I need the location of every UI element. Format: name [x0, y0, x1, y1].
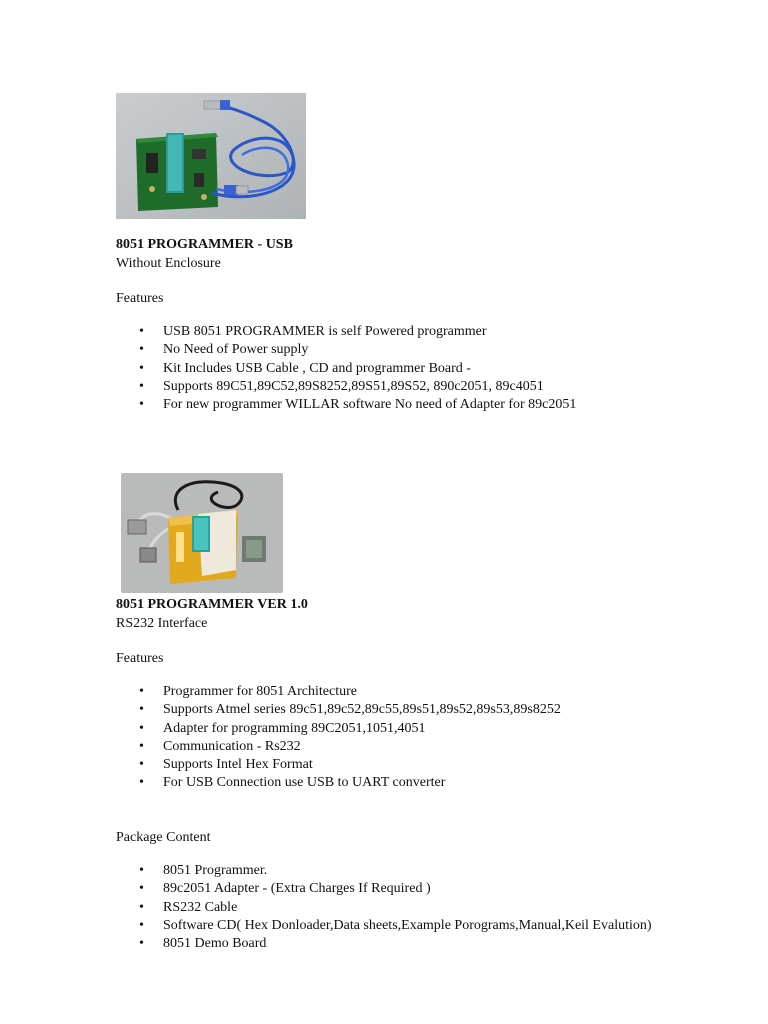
- package-content-list: [116, 862, 656, 953]
- list-item: • Adapter for programming 89C2051,1051,4051: [116, 720, 736, 738]
- list-item: • No Need of Power supply: [116, 341, 736, 359]
- list-item: • For new programmer WILLAR software No need of Adapter for 89c2051: [116, 396, 736, 414]
- list-item: • Programmer for 8051 Architecture: [116, 683, 736, 701]
- list-item: • 8051 Demo Board: [116, 935, 656, 953]
- list-item: • Kit Includes USB Cable , CD and programmer Board -: [116, 360, 736, 378]
- list-item: • Supports Atmel series 89c51,89c52,89c55,89s51,89s52,89s53,89s8252: [116, 701, 736, 719]
- list-item: • 89c2051 Adapter - (Extra Charges If Required ): [116, 880, 656, 898]
- list-item: • For USB Connection use USB to UART converter: [116, 774, 736, 792]
- list-item: • Supports 89C51,89C52,89S8252,89S51,89S52, 890c2051, 89c4051: [116, 378, 736, 396]
- product-1-features-list: [116, 323, 736, 414]
- list-item: • Communication - Rs232: [116, 738, 736, 756]
- product-2-subtitle: RS232 Interface: [116, 616, 208, 631]
- product-2-features-heading: Features: [116, 651, 164, 666]
- rs232-programmer-illustration: [118, 470, 286, 596]
- product-2-title: 8051 PROGRAMMER VER 1.0: [116, 597, 308, 612]
- usb-programmer-photo: [116, 93, 306, 219]
- package-content-heading: Package Content: [116, 830, 211, 845]
- list-item: • Software CD( Hex Donloader,Data sheets,Example Porograms,Manual,Keil Evalution): [116, 917, 656, 935]
- usb-programmer-illustration: [116, 93, 306, 219]
- list-item: • 8051 Programmer.: [116, 862, 656, 880]
- product-2-features-list: [116, 683, 736, 793]
- product-1-features-heading: Features: [116, 291, 164, 306]
- list-item: • Supports Intel Hex Format: [116, 756, 736, 774]
- list-item: • RS232 Cable: [116, 899, 656, 917]
- rs232-programmer-photo: [118, 470, 286, 596]
- list-item: • USB 8051 PROGRAMMER is self Powered programmer: [116, 323, 736, 341]
- product-1-title: 8051 PROGRAMMER - USB: [116, 237, 293, 252]
- product-1-subtitle: Without Enclosure: [116, 256, 221, 271]
